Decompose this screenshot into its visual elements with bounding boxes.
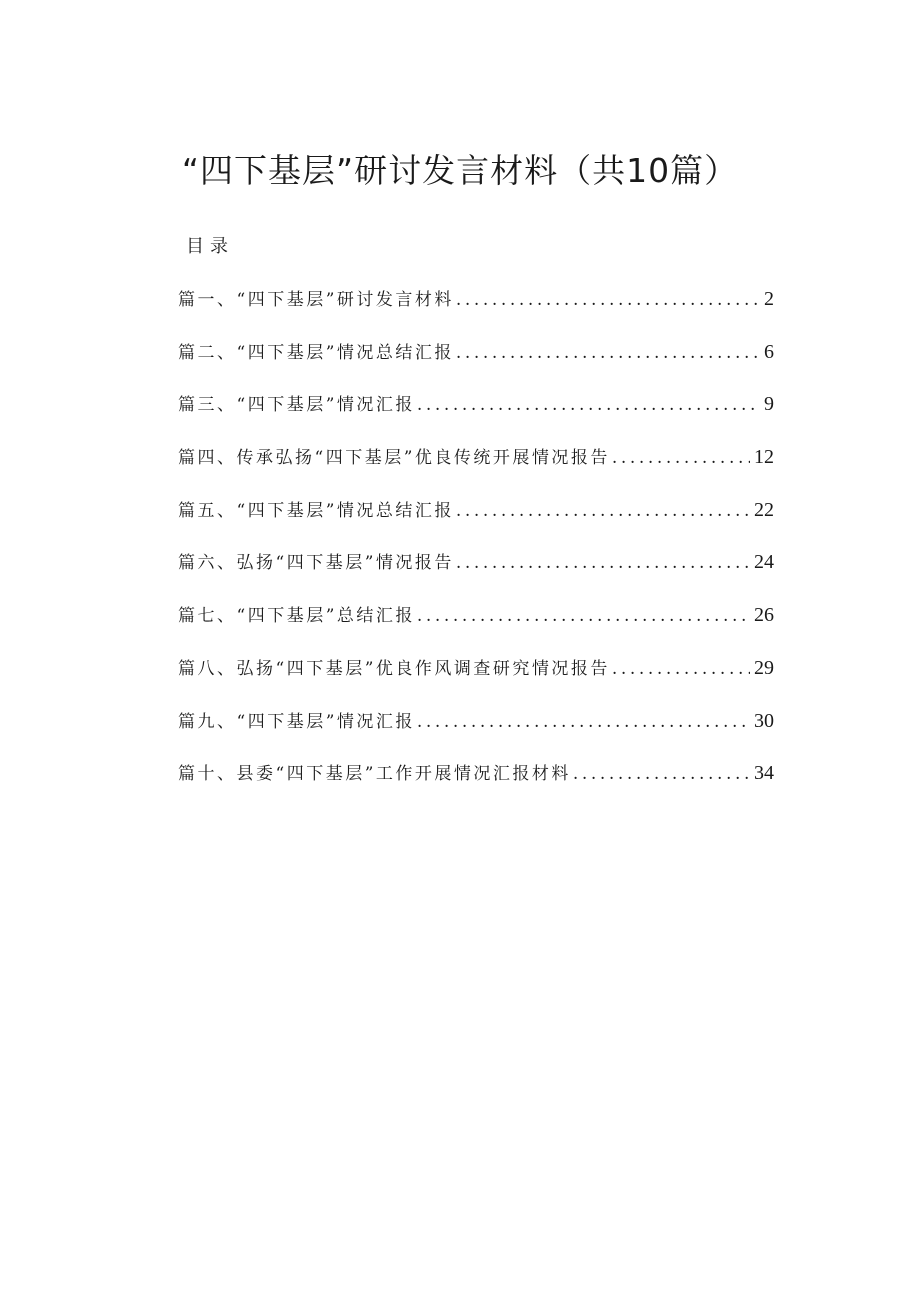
toc-entry-page: 34: [754, 762, 774, 785]
toc-entry-2[interactable]: [178, 337, 774, 390]
toc-entry-10[interactable]: [178, 758, 774, 811]
document-title: “四下基层”研讨发言材料（共10篇）: [181, 151, 739, 190]
toc-entry-label: 篇八、弘扬“四下基层”优良作风调查研究情况报告: [178, 658, 610, 679]
toc-entry-label: 篇七、“四下基层”总结汇报: [178, 606, 415, 627]
toc-heading: 目录: [186, 236, 234, 257]
toc-entry-5[interactable]: [178, 495, 774, 548]
toc-entry-page: 29: [754, 656, 774, 679]
toc-entry-label: 篇四、传承弘扬“四下基层”优良传统开展情况报告: [178, 448, 610, 469]
toc-entry-9[interactable]: [178, 706, 774, 759]
toc-entry-label: 篇六、弘扬“四下基层”情况报告: [178, 553, 454, 574]
toc-dot-leader: [417, 390, 760, 420]
toc-dot-leader: [417, 707, 750, 737]
toc-entry-label: 篇二、“四下基层”情况总结汇报: [178, 342, 454, 363]
toc-entry-3[interactable]: [178, 389, 774, 442]
toc-entry-label: 篇九、“四下基层”情况汇报: [178, 711, 415, 732]
toc-entry-label: 篇三、“四下基层”情况汇报: [178, 395, 415, 416]
toc-entry-4[interactable]: [178, 442, 774, 495]
toc-dot-leader: [456, 496, 750, 526]
toc-dot-leader: [417, 601, 750, 631]
toc-entry-page: 24: [754, 551, 774, 574]
toc-entry-page: 2: [764, 288, 774, 310]
toc-entry-page: 12: [754, 446, 774, 469]
toc-entry-page: 6: [764, 340, 774, 363]
toc-entry-7[interactable]: [178, 600, 774, 653]
toc-entry-label: 篇五、“四下基层”情况总结汇报: [178, 500, 454, 521]
toc-entry-page: 26: [754, 604, 774, 627]
toc-entry-page: 22: [754, 498, 774, 521]
toc-entry-8[interactable]: [178, 653, 774, 706]
table-of-contents: [178, 284, 774, 811]
toc-dot-leader: [456, 338, 760, 368]
toc-entry-label: 篇十、县委“四下基层”工作开展情况汇报材料: [178, 764, 571, 785]
toc-dot-leader: [456, 285, 760, 315]
toc-dot-leader: [573, 759, 750, 789]
toc-entry-1[interactable]: [178, 284, 774, 337]
toc-entry-page: 9: [764, 393, 774, 416]
toc-dot-leader: [612, 654, 750, 684]
toc-dot-leader: [456, 548, 750, 578]
toc-dot-leader: [612, 443, 750, 473]
toc-entry-6[interactable]: [178, 547, 774, 600]
toc-entry-page: 30: [754, 709, 774, 732]
toc-entry-label: 篇一、“四下基层”研讨发言材料: [178, 290, 454, 310]
